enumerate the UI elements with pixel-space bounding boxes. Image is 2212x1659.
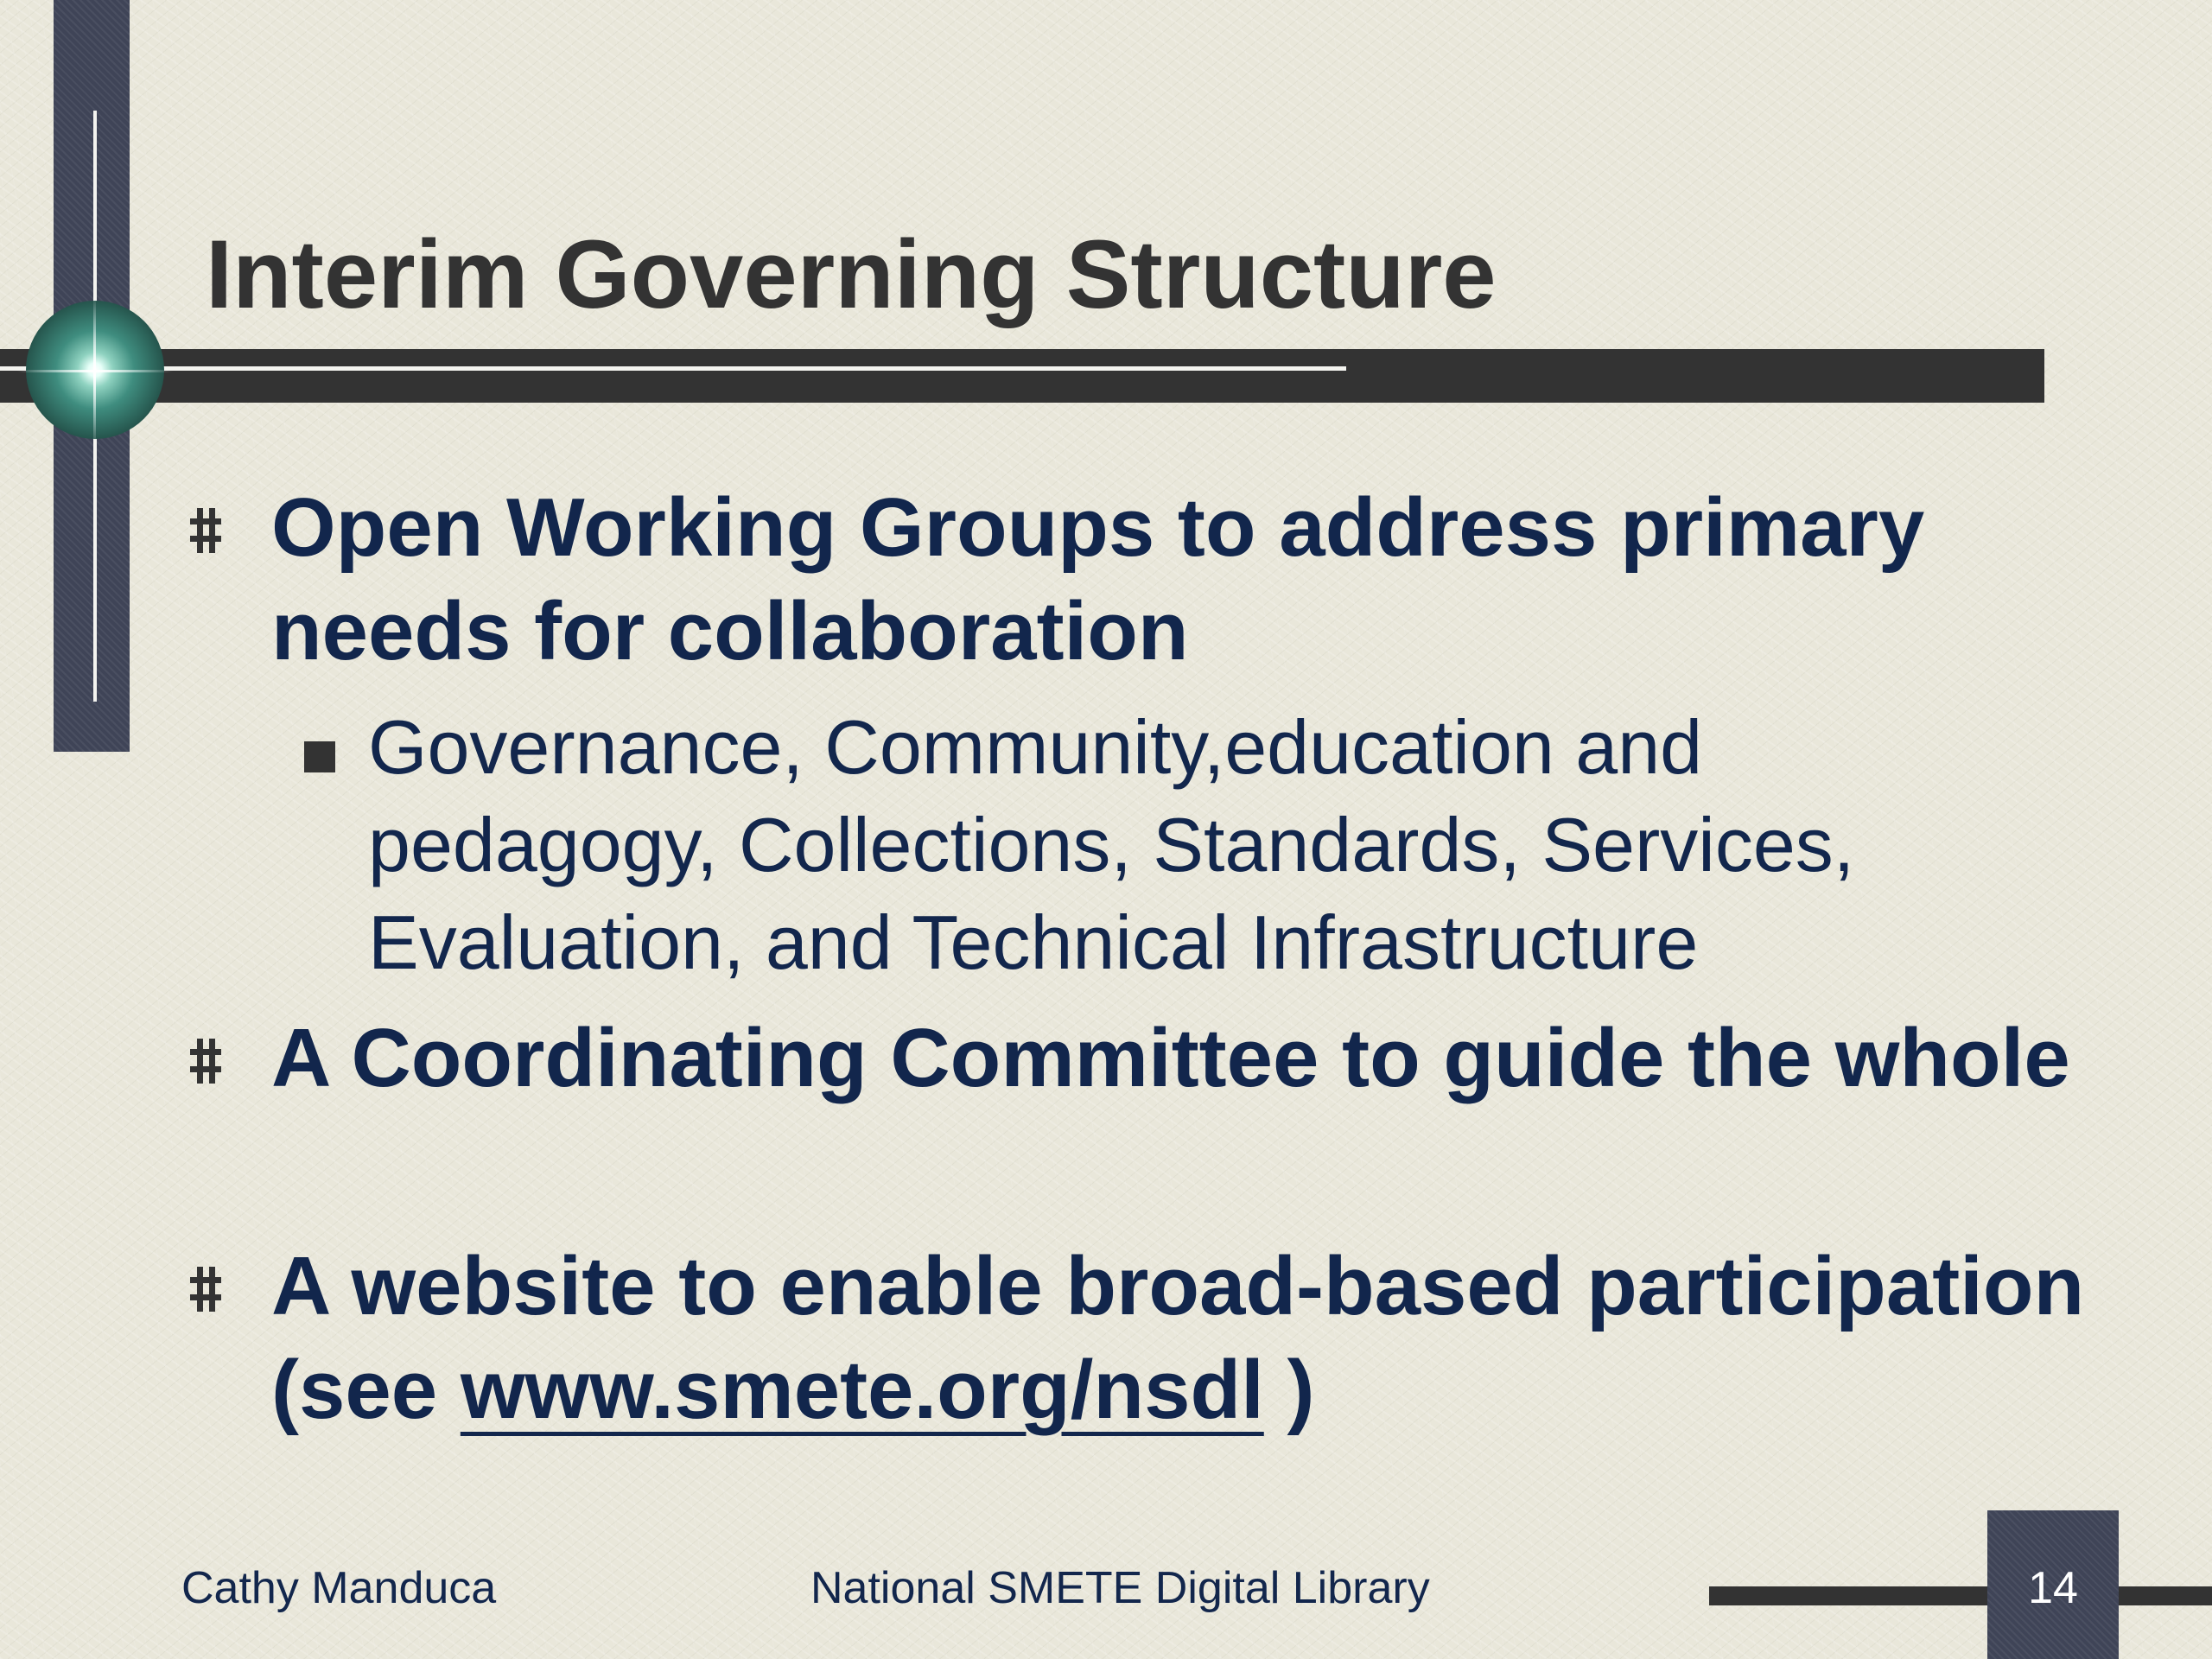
orb-flare-vertical [93,294,96,449]
bullet-website-closing: ) [1263,1344,1315,1436]
sub-bullet-working-group-list: Governance, Community,education and pedagogy, Collections, Standards, Services, Evaluation, and Technical Infrastructure [368,704,1855,985]
title-underline-bar [0,349,2044,403]
hash-bullet-icon [190,506,221,555]
bullet-open-working-groups: Open Working Groups to address primary needs for collaboration [271,481,1925,677]
footer-rule [1709,1586,2212,1605]
title-underline-rule [0,366,1346,371]
slide-title: Interim Governing Structure [206,220,1497,328]
footer-author: Cathy Manduca [181,1563,497,1613]
footer-title: National SMETE Digital Library [810,1563,1430,1613]
bullet-coordinating-committee: A Coordinating Committee to guide the whole [271,1012,2070,1104]
hash-bullet-icon [190,1037,221,1085]
nsdl-website-link[interactable]: www.smete.org/nsdl [460,1344,1264,1436]
bullet-website-text: A website to enable broad-based participation (see [271,1240,2085,1436]
square-bullet-icon [304,741,335,772]
bullet-website [271,1235,2129,1442]
page-number: 14 [2028,1563,2078,1613]
hash-bullet-icon [190,1265,221,1313]
